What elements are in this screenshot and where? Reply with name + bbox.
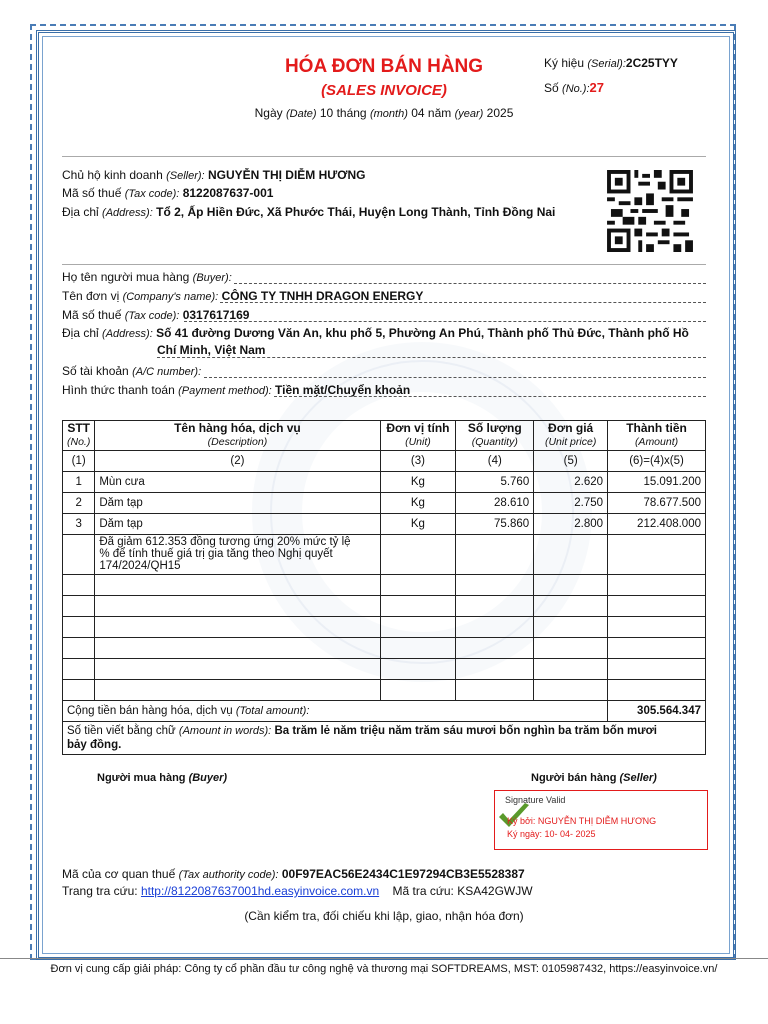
dotted-line bbox=[220, 302, 706, 303]
qr-code-icon bbox=[606, 170, 694, 252]
digital-signature-box bbox=[494, 790, 708, 850]
col-header-no: STT (No.) bbox=[63, 421, 95, 451]
lookup-link[interactable]: http://8122087637001hd.easyinvoice.com.vn bbox=[140, 884, 380, 898]
table-row: 3 Dăm tạp Kg 75.860 2.800 212.408.000 bbox=[63, 514, 706, 535]
buyer-signature-label: Người mua hàng (Buyer) bbox=[97, 772, 228, 784]
buyer-tax-row: Mã số thuế (Tax code): 0317617169 bbox=[62, 308, 250, 322]
check-note: (Cần kiểm tra, đối chiếu khi lập, giao, nhận hóa đơn) bbox=[244, 909, 524, 923]
amount-in-words: Số tiền viết bằng chữ (Amount in words): Ba trăm lẻ năm triệu năm trăm sáu mươi bốn nghìn ba trăm bốn mươi bảy đồng. bbox=[63, 722, 706, 755]
signed-by: Ký bởi: NGUYỄN THỊ DIỄM HƯƠNG bbox=[507, 816, 657, 826]
divider bbox=[62, 264, 706, 265]
col-header-amount: Thành tiền (Amount) bbox=[608, 421, 706, 451]
buyer-account-row: Số tài khoản (A/C number): bbox=[62, 364, 202, 378]
seller-tax-code: 8122087637-001 bbox=[182, 186, 274, 200]
payment-method-row: Hình thức thanh toán (Payment method): Tiền mặt/Chuyển khoản bbox=[62, 383, 411, 397]
signature-valid-text: Signature Valid bbox=[505, 795, 566, 805]
dotted-line bbox=[157, 357, 706, 358]
buyer-name-row: Họ tên người mua hàng (Buyer): bbox=[62, 270, 232, 284]
total-row bbox=[63, 701, 706, 722]
invoice-title: HÓA ĐƠN BÁN HÀNG bbox=[284, 56, 484, 77]
buyer-company: CÔNG TY TNHH DRAGON ENERGY bbox=[221, 289, 424, 303]
col-header-description: Tên hàng hóa, dịch vụ (Description) bbox=[95, 421, 380, 451]
index-row: (1) (2) (3) (4) (5) (6)=(4)x(5) bbox=[63, 451, 706, 472]
col-header-unit-price: Đơn giá (Unit price) bbox=[534, 421, 608, 451]
amount-in-words-row bbox=[63, 722, 706, 755]
discount-note-row bbox=[63, 535, 706, 575]
seller-tax-row: Mã số thuế (Tax code): 8122087637-001 bbox=[62, 186, 274, 200]
seller-signature-label: Người bán hàng (Seller) bbox=[531, 772, 657, 784]
invoice-subtitle: (SALES INVOICE) bbox=[321, 82, 447, 99]
dotted-line bbox=[204, 377, 706, 378]
table-row: 2 Dăm tạp Kg 28.610 2.750 78.677.500 bbox=[63, 493, 706, 514]
seller-name: NGUYỄN THỊ DIỄM HƯƠNG bbox=[207, 168, 366, 182]
buyer-address-line2: Chí Minh, Việt Nam bbox=[157, 343, 266, 357]
total-label: Cộng tiền bán hàng hóa, dịch vụ (Total amount): bbox=[63, 701, 608, 722]
lookup-code: KSA42GWJW bbox=[457, 884, 533, 898]
footer-provider: Đơn vị cung cấp giải pháp: Công ty cổ phần đầu tư công nghệ và thương mại SOFTDREAMS, MST: 0105987432, https://easyinvoice.vn/ bbox=[50, 963, 718, 975]
col-header-quantity: Số lượng (Quantity) bbox=[456, 421, 534, 451]
table-header-row bbox=[63, 421, 706, 451]
items-table bbox=[62, 420, 706, 755]
dotted-line bbox=[274, 396, 706, 397]
empty-row bbox=[63, 596, 706, 617]
buyer-company-row: Tên đơn vị (Company's name): CÔNG TY TNHH DRAGON ENERGY bbox=[62, 289, 424, 303]
buyer-tax-code: 0317617169 bbox=[182, 308, 250, 322]
seller-name-row: Chủ hộ kinh doanh (Seller): NGUYỄN THỊ DIỄM HƯƠNG bbox=[62, 168, 366, 182]
serial-number: Ký hiệu (Serial):2C25TYY bbox=[544, 56, 678, 70]
tax-authority-code: 00F97EAC56E2434C1E97294CB3E5528387 bbox=[281, 867, 525, 881]
empty-row bbox=[63, 680, 706, 701]
lookup-row: Trang tra cứu: http://8122087637001hd.easyinvoice.com.vn Mã tra cứu: KSA42GWJW bbox=[62, 884, 533, 898]
col-header-unit: Đơn vị tính (Unit) bbox=[380, 421, 456, 451]
table-row: 1 Mùn cưa Kg 5.760 2.620 15.091.200 bbox=[63, 472, 706, 493]
discount-note: Đã giảm 612.353 đồng tương ứng 20% mức tỷ lệ % để tính thuế giá trị gia tăng theo Nghị quyết 174/2024/QH15 bbox=[95, 535, 380, 575]
empty-row bbox=[63, 638, 706, 659]
payment-method: Tiền mặt/Chuyển khoản bbox=[275, 383, 411, 397]
total-amount: 305.564.347 bbox=[608, 701, 706, 722]
empty-row bbox=[63, 617, 706, 638]
divider bbox=[62, 156, 706, 157]
dotted-line bbox=[184, 321, 706, 322]
empty-row bbox=[63, 575, 706, 596]
tax-authority-code-row: Mã của cơ quan thuế (Tax authority code): 00F97EAC56E2434C1E97294CB3E5528387 bbox=[62, 867, 525, 881]
invoice-number: Số (No.):27 bbox=[544, 80, 604, 95]
invoice-date: Ngày (Date) 10 tháng (month) 04 năm (year) 2025 bbox=[254, 106, 514, 120]
signed-date: Ký ngày: 10- 04- 2025 bbox=[507, 829, 596, 839]
seller-address: Tổ 2, Ấp Hiền Đức, Xã Phước Thái, Huyện Long Thành, Tỉnh Đồng Nai bbox=[156, 205, 556, 219]
dotted-line bbox=[234, 283, 706, 284]
seller-address-row: Địa chỉ (Address): Tổ 2, Ấp Hiền Đức, Xã Phước Thái, Huyện Long Thành, Tỉnh Đồng Nai bbox=[62, 205, 556, 219]
buyer-address-row: Địa chỉ (Address): Số 41 đường Dương Văn An, khu phố 5, Phường An Phú, Thành phố Thủ Đức, Thành phố Hồ bbox=[62, 326, 689, 340]
buyer-address: Số 41 đường Dương Văn An, khu phố 5, Phường An Phú, Thành phố Thủ Đức, Thành phố Hồ bbox=[156, 326, 689, 340]
footer-divider bbox=[0, 958, 768, 959]
empty-row bbox=[63, 659, 706, 680]
